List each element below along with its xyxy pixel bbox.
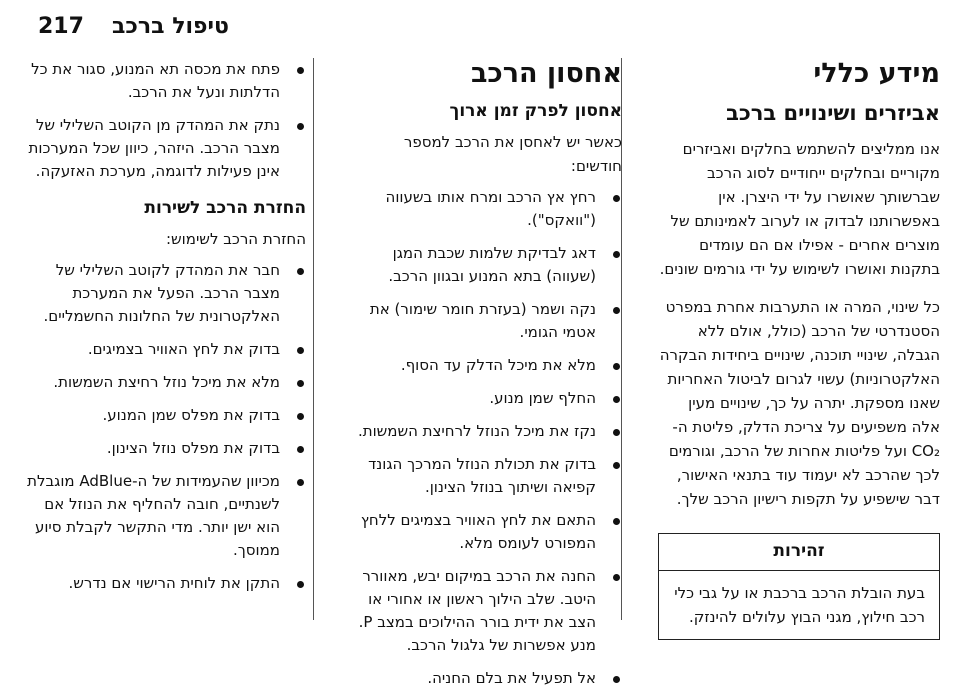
list-item: מלא את מיכל הדלק עד הסוף. — [352, 354, 622, 377]
bullet-icon — [297, 581, 304, 588]
chapter-heading: מידע כללי — [813, 58, 940, 89]
list-item: החנה את הרכב במיקום יבש, מאוורר היטב. שלב הילוך ראשון או אחורי או הצב את ידית בורר ההילוכים במצב P. מנע אפשרות של גלגול הרכב. — [352, 565, 622, 657]
warning-title: זהירות — [659, 534, 939, 571]
list-item: נתק את המהדק מן הקוטב השלילי של מצבר הרכב. היזהר, כיוון שכל המערכות אינן פעילות לדוגמה, מערכת האזעקה. — [22, 114, 306, 183]
bullet-icon — [613, 574, 620, 581]
list-item: החלף שמן מנוע. — [352, 387, 622, 410]
list-item: בדוק את מפלס נוזל הצינון. — [22, 437, 306, 460]
return-list — [22, 259, 306, 595]
list-item: התקן את לוחית הרישוי אם נדרש. — [22, 572, 306, 595]
bullet-icon — [297, 413, 304, 420]
list-item: חבר את המהדק לקוטב השלילי של מצבר הרכב. הפעל את המערכת האלקטרונית של החלונות החשמליים. — [22, 259, 306, 328]
paragraph: כאשר יש לאחסן את הרכב למספר חודשים: — [403, 133, 622, 176]
bullet-icon — [613, 462, 620, 469]
bullet-icon — [297, 479, 304, 486]
list-item: בדוק את לחץ האוויר בצמיגים. — [22, 338, 306, 361]
bullet-icon — [297, 380, 304, 387]
list-item: רחץ אץ הרכב ומרח אותו בשעווה ("וואקס"). — [352, 186, 622, 232]
list-item: בדוק את תכולת הנוזל המרכך הגונד קפיאה ושיתוך בנוזל הצינון. — [352, 453, 622, 499]
bullet-icon — [613, 195, 620, 202]
bullet-icon — [613, 307, 620, 314]
list-item: התאם את לחץ האוויר בצמיגים ללחץ המפורט לעומס מלא. — [352, 509, 622, 555]
bullet-icon — [613, 676, 620, 683]
paragraph: כל שינוי, המרה או התערבות אחרת במפרט הסטנדרטי של הרכב (כולל, אולם ללא הגבלה, שינויי תוכנה, שינויים ביחידות הבקרה האלקטרוניות) עשוי לגרום לביטול האחריות שאנו מספקת. יתרה על כך, שינויים מעין אלה משפיעים על צריכת הדלק, פליטת ה-CO₂ ועל פליטות אחרות של הרכב, וגורמים לכך שהרכב לא יעמוד עוד בתנאי האישור, דבר שישפיע על תקפות רישיון הרכב שלך. — [659, 297, 940, 508]
bullet-icon — [613, 251, 620, 258]
list-item: נקז את מיכל הנוזל לרחיצת השמשות. — [352, 420, 622, 443]
bullet-icon — [613, 429, 620, 436]
section-heading: אחסון לפרק זמן ארוך — [449, 101, 622, 122]
warning-text: בעת הובלת הרכב ברכבת או על גבי כלי רכב חילוץ, מגני הבוץ עלולים להינזק. — [674, 583, 925, 626]
section-title: טיפול ברכב — [112, 14, 229, 39]
paragraph: החזרת הרכב לשימוש: — [166, 230, 306, 249]
middle-column — [352, 58, 622, 700]
storage-list — [352, 186, 622, 690]
list-item: מלא את מיכל נוזל רחיצת השמשות. — [22, 371, 306, 394]
left-column — [22, 58, 306, 605]
bullet-icon — [613, 396, 620, 403]
bullet-icon — [613, 363, 620, 370]
bullet-icon — [297, 123, 304, 130]
right-column — [658, 58, 940, 640]
list-item: דאג לבדיקת שלמות שכבת המגן (שעווה) בתא המנוע ובגוון הרכב. — [352, 242, 622, 288]
list-item: בדוק את מפלס שמן המנוע. — [22, 404, 306, 427]
list-item: פתח את מכסה תא המנוע, סגור את כל הדלתות ונעל את הרכב. — [22, 58, 306, 104]
section-heading: החזרת הרכב לשירות — [144, 198, 306, 218]
bullet-icon — [297, 347, 304, 354]
bullet-icon — [297, 67, 304, 74]
page-header — [0, 0, 960, 52]
paragraph: אנו ממליצים להשתמש בחלקים ואביזרים מקוריים ובחלקים ייחודיים לסוג הרכב שברשותך שאושרו על ידי היצרן. אין באפשרותנו לבדוק או לערוב לאמינותם של מוצרים אחרים - אפילו אם הם עומדים בתקנות ואושרו לשימוש על ידי גורמים שונים. — [659, 139, 940, 278]
bullet-icon — [297, 268, 304, 275]
list-item: מכיוון שהעמידות של ה-AdBlue מוגבלת לשנתיים, חובה להחליף את הנוזל אם הוא ישן יותר. מדי התקשר לקבלת סיוע ממוסך. — [22, 470, 306, 562]
storage-list-continued — [22, 58, 306, 183]
page-number: 217 — [38, 14, 84, 39]
chapter-heading: אחסון הרכב — [470, 58, 622, 89]
bullet-icon — [297, 446, 304, 453]
bullet-icon — [613, 518, 620, 525]
list-item: אל תפעיל את בלם החניה. — [352, 667, 622, 690]
list-item: נקה ושמר (בעזרת חומר שימור) את אטמי הגומי. — [352, 298, 622, 344]
warning-box — [658, 533, 940, 640]
section-heading: אביזרים ושינויים ברכב — [726, 101, 940, 126]
column-divider — [313, 58, 314, 620]
